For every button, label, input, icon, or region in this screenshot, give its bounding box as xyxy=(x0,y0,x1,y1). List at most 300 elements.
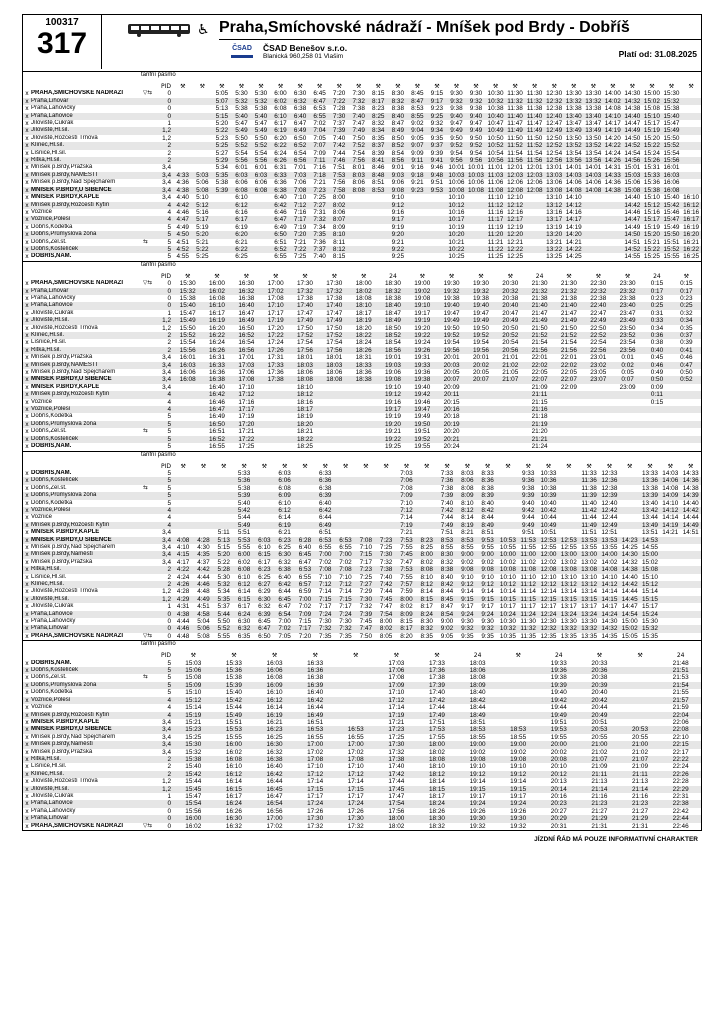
stop-row xyxy=(23,522,701,529)
departure-time: 22:02 xyxy=(554,362,583,369)
stop-symbols xyxy=(143,712,159,719)
departure-time: 6:10 xyxy=(237,573,251,581)
tariff-zone: 0 xyxy=(159,302,173,309)
departure-time: 21:52 xyxy=(525,332,554,339)
departure-time: 14:10 xyxy=(604,112,621,120)
departure-time: 13:38 xyxy=(641,484,658,492)
departure-time xyxy=(584,406,613,413)
departure-time: 20:27 xyxy=(550,807,567,815)
departure-time: 13:30 xyxy=(560,618,577,626)
trip-symbol: ⚒ xyxy=(610,83,616,90)
departure-time: 17:25 xyxy=(238,443,255,451)
departure-time: 21:32 xyxy=(554,288,583,295)
departure-time xyxy=(466,421,495,428)
departure-time xyxy=(349,224,369,231)
tariff-zone: 5 xyxy=(167,443,171,451)
departure-time: 15:51 xyxy=(663,238,680,246)
tariff-zone: 5 xyxy=(159,246,173,253)
departure-time: 7:02 xyxy=(339,558,352,566)
stop-name: Mníšek p.Brdy,Rozcestí Kytín xyxy=(31,391,143,398)
departure-time: 20:03 xyxy=(437,362,466,369)
departure-time: 8:25 xyxy=(368,113,388,120)
departure-time: 4:33 xyxy=(173,172,193,179)
departure-time: 16:08 xyxy=(266,674,283,682)
stop-flag: x xyxy=(25,618,29,626)
stop-row xyxy=(23,719,701,726)
departure-time: 20:51 xyxy=(591,718,608,726)
departure-time: 16:12 xyxy=(214,771,255,778)
departure-time: 6:45 xyxy=(258,618,271,626)
departure-time: 12:38 xyxy=(601,484,618,492)
departure-time: 19:30 xyxy=(498,815,539,822)
departure-time: 17:14 xyxy=(307,778,324,786)
departure-time: 19:38 xyxy=(443,294,460,302)
departure-time: 15:00 xyxy=(643,90,660,98)
departure-time xyxy=(466,406,495,413)
tariff-zone: 0 xyxy=(159,98,173,105)
departure-time: 19:50 xyxy=(443,324,460,332)
departure-time: 7:40 xyxy=(313,253,326,261)
tariff-zone: 3,4 xyxy=(159,741,173,748)
stop-name: Mníšek p.Brdy,Rozcestí Kytín xyxy=(31,712,143,719)
stop-row xyxy=(23,566,701,573)
carrier-logo: ČSAD xyxy=(227,44,257,64)
departure-time xyxy=(603,202,623,209)
departure-time xyxy=(496,436,525,443)
departure-time: 18:25 xyxy=(296,443,313,451)
blank-cell xyxy=(23,273,31,280)
departure-time: 13:10 xyxy=(581,573,598,581)
departure-time: 16:01 xyxy=(179,354,196,362)
departure-time: 10:30 xyxy=(487,90,504,98)
departure-time: 8:35 xyxy=(372,134,385,142)
trip-symbol: ⚒ xyxy=(492,83,499,90)
stop-name: Voznice,Polesí xyxy=(31,507,143,514)
departure-time xyxy=(417,522,437,529)
trip-symbol: ⚒ xyxy=(525,462,531,470)
departure-time: 17:38 xyxy=(326,294,343,302)
departure-time xyxy=(408,246,428,253)
departure-time: 15:31 xyxy=(643,164,660,172)
departure-time xyxy=(498,674,539,681)
departure-time: 21:00 xyxy=(579,741,620,748)
departure-time: 14:55 xyxy=(624,253,641,261)
stop-symbols xyxy=(143,187,159,194)
stop-flag: x xyxy=(25,309,29,317)
departure-time xyxy=(554,413,583,420)
stop-name: Voznice xyxy=(31,514,53,521)
departure-time: 19:10 xyxy=(510,763,527,771)
departure-time xyxy=(173,477,193,484)
departure-time xyxy=(583,253,603,260)
departure-time: 6:23 xyxy=(254,566,274,573)
stop-symbols xyxy=(143,325,159,332)
departure-time: 9:42 xyxy=(518,507,538,514)
departure-time: 22:04 xyxy=(660,712,701,719)
departure-time: 6:03 xyxy=(251,172,271,179)
departure-time: 9:02 xyxy=(411,120,424,128)
tariff-zone-label: tarifní pásmo xyxy=(141,641,176,648)
departure-time: 17:21 xyxy=(388,718,405,726)
departure-time: 0:34 xyxy=(672,317,701,324)
departure-time xyxy=(173,399,202,406)
departure-time: 19:39 xyxy=(538,682,579,689)
departure-time xyxy=(680,611,701,618)
departure-time: 16:47 xyxy=(266,792,283,800)
departure-time: 8:19 xyxy=(457,522,477,529)
stop-symbols xyxy=(143,384,159,391)
trip-symbol: ⚒ xyxy=(683,272,689,280)
departure-time: 6:35 xyxy=(237,632,251,640)
stop-row xyxy=(23,202,701,209)
departure-time: 19:19 xyxy=(408,317,437,324)
departure-time: 16:17 xyxy=(208,309,225,317)
trip-symbol: ⚒ xyxy=(473,83,479,90)
departure-time: 17:38 xyxy=(261,376,290,383)
departure-time xyxy=(173,514,193,521)
departure-time xyxy=(214,470,234,477)
departure-time: 7:30 xyxy=(376,551,396,558)
departure-time xyxy=(466,202,486,209)
departure-time: 18:55 xyxy=(469,733,486,741)
stop-flag: x xyxy=(25,733,29,741)
stop-name: Dobříš,Kodetka xyxy=(31,499,73,506)
departure-time xyxy=(173,142,193,149)
departure-time: 7:36 xyxy=(437,477,457,484)
stop-flag: x xyxy=(23,142,31,149)
departure-time: 14:17 xyxy=(565,216,582,224)
departure-time: 6:30 xyxy=(237,618,251,626)
departure-time: 19:30 xyxy=(457,815,498,822)
departure-time: 20:40 xyxy=(591,689,608,697)
departure-time: 14:22 xyxy=(604,142,621,150)
departure-time: 16:23 xyxy=(254,726,295,733)
zone-header xyxy=(23,262,701,273)
stop-row xyxy=(23,492,701,499)
departure-time: 13:02 xyxy=(560,558,577,566)
departure-time: 6:27 xyxy=(254,581,274,588)
trip-symbol: ⚒ xyxy=(322,462,328,470)
departure-time: 21:11 xyxy=(525,391,554,398)
departure-time: 7:54 xyxy=(376,611,396,618)
departure-time: 22:38 xyxy=(660,800,701,807)
departure-time xyxy=(335,522,355,529)
departure-time: 8:10 xyxy=(420,573,433,581)
stop-name: Jíloviště,Hl.sil. xyxy=(31,317,143,324)
departure-time: 14:08 xyxy=(662,484,679,492)
departure-time xyxy=(408,194,428,201)
departure-time: 18:01 xyxy=(296,354,313,362)
departure-time: 20:36 xyxy=(579,667,620,674)
departure-time: 9:17 xyxy=(427,98,447,105)
departure-time: 6:22 xyxy=(232,246,252,253)
departure-time xyxy=(496,391,525,398)
stop-flag: x xyxy=(23,815,31,822)
tariff-zone: 0 xyxy=(159,288,173,295)
departure-time: 6:44 xyxy=(278,588,291,596)
departure-time: 8:32 xyxy=(372,120,385,128)
departure-time: 13:32 xyxy=(579,625,599,632)
stop-name: Dobříš,Průmyslová zóna xyxy=(31,231,143,238)
departure-time: 4:51 xyxy=(176,238,189,246)
departure-time xyxy=(320,436,349,443)
stop-name: Dobříš,Průmyslová zóna xyxy=(31,682,143,689)
stop-row xyxy=(23,477,701,484)
departure-time: 14:30 xyxy=(601,618,618,626)
departure-time: 17:22 xyxy=(261,332,290,339)
departure-time: 12:25 xyxy=(507,253,524,261)
departure-time: 9:19 xyxy=(391,223,405,231)
stop-flag: x xyxy=(23,113,31,120)
departure-time: 10:56 xyxy=(487,157,504,165)
departure-time xyxy=(620,500,640,507)
departure-time: 14:19 xyxy=(660,522,680,529)
departure-time xyxy=(254,477,274,484)
departure-time: 13:33 xyxy=(641,469,658,477)
blank-cell xyxy=(143,273,159,280)
departure-time: 16:55 xyxy=(307,733,324,741)
departure-time xyxy=(680,537,701,544)
departure-time: 21:09 xyxy=(531,383,548,391)
departure-time xyxy=(295,522,315,529)
stop-flag: x xyxy=(25,223,29,231)
departure-time: 20:16 xyxy=(437,406,466,413)
stop-flag: x xyxy=(25,194,29,202)
departure-time xyxy=(335,470,355,477)
stop-flag: x xyxy=(23,726,31,733)
departure-time xyxy=(417,529,437,536)
departure-time: 7:12 xyxy=(335,581,355,588)
departure-time: 23:52 xyxy=(613,332,642,339)
stop-name: Líšnice,Hl.sil. xyxy=(31,149,67,156)
departure-time xyxy=(295,492,315,499)
departure-time xyxy=(173,507,193,514)
departure-time: 15:42 xyxy=(173,771,214,778)
departure-time: 17:54 xyxy=(376,800,417,807)
departure-time: 5:53 xyxy=(234,537,254,544)
departure-time: 11:51 xyxy=(581,529,597,537)
departure-time xyxy=(584,436,613,443)
departure-time: 15:47 xyxy=(663,216,680,224)
blank-cell xyxy=(31,463,143,470)
departure-time: 22:22 xyxy=(660,756,701,763)
departure-time: 8:56 xyxy=(388,157,408,164)
departure-time: 6:08 xyxy=(274,105,287,113)
departure-time: 13:32 xyxy=(585,97,602,105)
departure-time: 19:32 xyxy=(510,822,527,830)
trip-symbol: ⚒ xyxy=(331,272,337,280)
trip-symbol: ⚒ xyxy=(281,462,288,470)
departure-time: 15:32 xyxy=(185,748,202,756)
departure-time: 13:12 xyxy=(559,581,579,588)
departure-time xyxy=(466,194,486,201)
departure-time: 10:10 xyxy=(448,194,465,202)
departure-time: 6:15 xyxy=(254,551,274,558)
departure-time: 6:03 xyxy=(232,172,252,179)
departure-time: 5:21 xyxy=(196,238,209,246)
departure-time: 6:42 xyxy=(274,581,294,588)
departure-time: 17:49 xyxy=(417,712,458,719)
departure-time: 9:56 xyxy=(466,157,486,164)
departure-time: 18:08 xyxy=(355,294,372,302)
departure-time: 21:23 xyxy=(579,800,620,807)
departure-time: 7:15 xyxy=(335,596,355,603)
departure-time: 16:53 xyxy=(335,726,376,733)
departure-time: 14:00 xyxy=(604,90,621,98)
stop-symbols xyxy=(143,603,159,610)
departure-time: 6:55 xyxy=(310,113,330,120)
departure-time: 21:51 xyxy=(660,667,701,674)
departure-time xyxy=(498,507,518,514)
stop-row xyxy=(23,712,701,719)
departure-time: 7:17 xyxy=(295,625,315,632)
departure-time: 22:06 xyxy=(672,718,689,726)
departure-time: 19:49 xyxy=(414,413,431,421)
departure-time: 15:32 xyxy=(663,97,680,105)
tariff-zone: 2 xyxy=(159,347,173,354)
departure-time xyxy=(261,413,290,420)
departure-time: 13:17 xyxy=(546,216,563,224)
departure-time: 10:03 xyxy=(448,171,465,179)
tariff-zone: 0 xyxy=(167,90,171,98)
departure-time: 15:12 xyxy=(640,581,660,588)
departure-time: 19:15 xyxy=(498,786,539,793)
departure-time: 16:32 xyxy=(232,288,261,295)
departure-time: 16:36 xyxy=(295,667,336,674)
stop-symbols xyxy=(143,157,159,164)
departure-time: 12:38 xyxy=(546,105,563,113)
departure-time xyxy=(498,514,518,521)
departure-time: 7:52 xyxy=(349,142,369,149)
departure-time: 14:17 xyxy=(601,603,618,611)
departure-time: 14:30 xyxy=(620,551,640,558)
departure-time: 5:34 xyxy=(217,588,230,596)
departure-time: 19:40 xyxy=(437,302,466,309)
departure-time xyxy=(427,239,447,246)
departure-time: 19:00 xyxy=(414,280,431,288)
departure-time: 17:56 xyxy=(320,347,349,354)
departure-time xyxy=(349,421,378,428)
trip-symbol: ⚒ xyxy=(238,83,245,90)
departure-time: 10:16 xyxy=(448,208,465,216)
tariff-zone: 1 xyxy=(167,120,171,128)
departure-time: 22:15 xyxy=(660,741,701,748)
departure-time: 4:44 xyxy=(197,573,210,581)
departure-time: 7:35 xyxy=(310,231,330,238)
stop-row xyxy=(23,142,701,149)
departure-time xyxy=(603,253,623,260)
departure-time: 9:32 xyxy=(466,98,486,105)
departure-time xyxy=(193,105,213,112)
zone-header xyxy=(23,641,701,652)
departure-time: 7:15 xyxy=(315,596,335,603)
trip-symbol: ⚒ xyxy=(241,462,247,470)
stop-name: Voznice xyxy=(31,208,53,215)
tariff-zone: 2 xyxy=(159,566,173,573)
departure-time: 22:49 xyxy=(584,317,613,324)
departure-time: 7:10 xyxy=(359,543,373,551)
departure-time: 8:00 xyxy=(396,596,416,603)
departure-time: 7:02 xyxy=(313,120,326,128)
stop-row xyxy=(23,224,701,231)
departure-time: 11:15 xyxy=(518,596,538,603)
departure-time: 6:30 xyxy=(274,551,294,558)
stop-flag: x xyxy=(25,588,29,596)
stop-flag: x xyxy=(23,566,31,573)
departure-time: 6:52 xyxy=(271,246,291,253)
departure-time xyxy=(349,428,378,435)
departure-time: 6:36 xyxy=(274,179,287,187)
departure-time: 12:56 xyxy=(546,157,563,165)
departure-time: 14:23 xyxy=(620,537,640,544)
departure-time xyxy=(368,239,388,246)
departure-time: 7:37 xyxy=(310,246,330,253)
departure-time xyxy=(212,231,232,238)
departure-time: 20:08 xyxy=(538,756,579,763)
departure-time: 8:38 xyxy=(437,566,457,573)
trip-symbols-row xyxy=(23,273,701,280)
departure-time: 15:38 xyxy=(225,674,242,682)
departure-time: 19:17 xyxy=(469,792,486,800)
departure-time xyxy=(498,470,518,477)
departure-time: 14:50 xyxy=(624,231,641,239)
departure-time: 11:08 xyxy=(486,187,506,194)
departure-time: 12:10 xyxy=(540,573,557,581)
stop-name: Jíloviště,Rozcestí Trnová xyxy=(31,778,98,785)
departure-time: 6:49 xyxy=(290,127,310,134)
departure-time xyxy=(376,500,396,507)
departure-time: 14:22 xyxy=(565,245,582,253)
departure-time: 9:00 xyxy=(457,551,477,558)
departure-time: 7:30 xyxy=(319,618,332,626)
departure-time: 17:23 xyxy=(376,726,417,733)
departure-time: 19:49 xyxy=(538,712,579,719)
departure-time: 14:20 xyxy=(565,231,582,239)
departure-time: 9:32 xyxy=(457,625,477,632)
departure-time: 6:38 xyxy=(293,105,307,113)
stop-name: Jíloviště,Cukrák xyxy=(31,309,74,316)
departure-time: 14:08 xyxy=(585,186,602,194)
departure-time: 14:54 xyxy=(624,149,641,157)
stop-flag: x xyxy=(23,187,31,194)
departure-time: 6:54 xyxy=(293,149,307,157)
departure-time: 12:03 xyxy=(507,171,524,179)
departure-time: 23:02 xyxy=(584,362,613,369)
departure-time: 7:34 xyxy=(313,223,326,231)
stop-name: Líšnice,Hl.sil. xyxy=(31,339,67,346)
departure-time: 21:29 xyxy=(579,815,620,822)
departure-time: 13:17 xyxy=(581,603,598,611)
departure-time: 9:03 xyxy=(388,172,408,179)
departure-time: 16:03 xyxy=(173,362,202,369)
departure-time: 17:08 xyxy=(267,294,284,302)
blank-cell xyxy=(23,83,31,90)
departure-time: 11:08 xyxy=(518,566,538,573)
departure-time: 18:36 xyxy=(355,369,372,377)
departure-time: 10:35 xyxy=(499,632,516,640)
departure-time: 10:08 xyxy=(467,186,484,194)
departure-time xyxy=(680,588,701,595)
stop-symbols: ▽⇆ xyxy=(143,90,152,97)
trip-symbol: ⚒ xyxy=(453,83,460,90)
departure-time: 16:00 xyxy=(214,741,255,748)
stop-name: Líšnice,Hl.sil. xyxy=(31,763,67,770)
carrier-info xyxy=(263,43,347,60)
departure-time: 13:14 xyxy=(560,588,577,596)
stop-name: Praha,Lahovičky xyxy=(31,807,76,814)
departure-time: 7:51 xyxy=(332,164,346,172)
departure-time: 10:30 xyxy=(499,618,516,626)
